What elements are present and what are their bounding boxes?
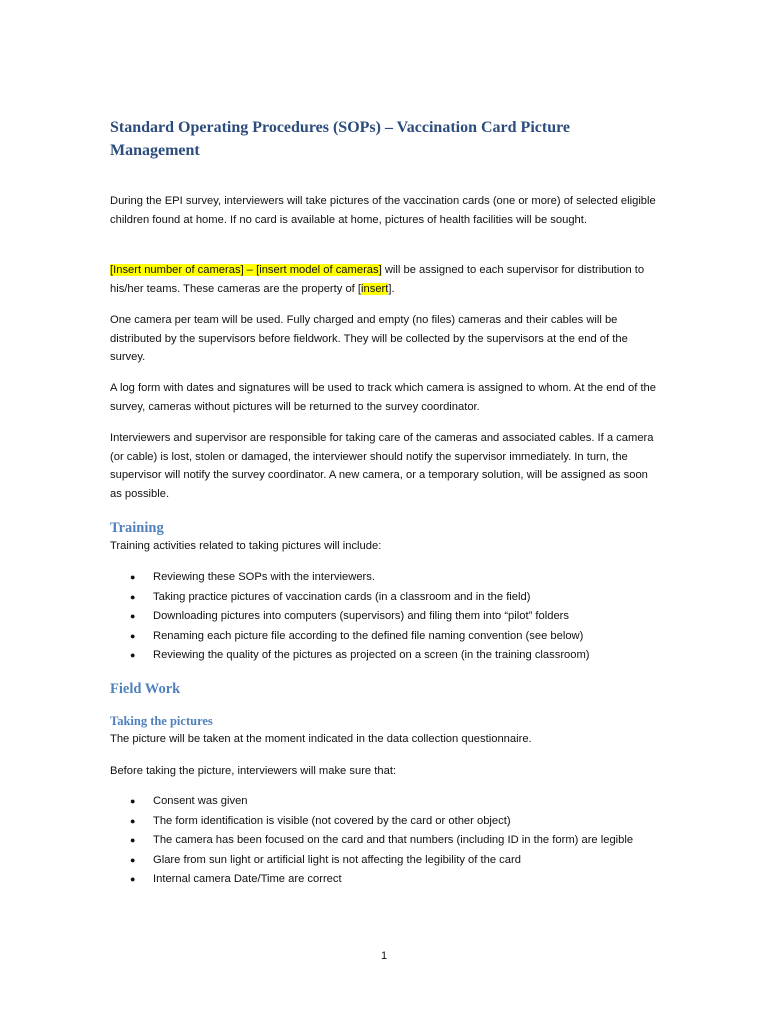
log-paragraph: A log form with dates and signatures will be used to track which camera is assigned to whom. At the end of the survey, cameras without pictures will be returned to the survey coordinator. <box>110 382 656 413</box>
list-item <box>110 870 650 890</box>
list-item-text: The form identification is visible (not covered by the card or other object) <box>153 814 511 827</box>
list-item <box>110 851 650 871</box>
list-item <box>110 812 650 832</box>
list-item <box>110 607 650 627</box>
list-item-text: Internal camera Date/Time are correct <box>153 873 342 885</box>
list-item-text: Consent was given <box>153 795 248 807</box>
training-list <box>110 568 650 666</box>
cameras-paragraph <box>110 261 662 298</box>
list-item-text: Glare from sun light or artificial light is not affecting the legibility of the card <box>153 853 521 866</box>
cameras-text-end: ]. <box>388 282 395 295</box>
list-item-text: Reviewing the quality of the pictures as projected on a screen (in the training classroom) <box>153 649 590 661</box>
bullet-icon: ● <box>130 854 136 865</box>
bullet-icon: ● <box>130 650 136 660</box>
list-item <box>110 646 650 666</box>
camera-count-placeholder: [Insert number of cameras] – [insert model of cameras] <box>110 264 382 276</box>
bullet-icon: ● <box>130 630 136 641</box>
fieldwork-before: Before taking the picture, interviewers will make sure that: <box>110 765 397 777</box>
page-number: 1 <box>380 950 388 962</box>
document-title: Standard Operating Procedures (SOPs) – Vaccination Card Picture Management <box>110 119 570 159</box>
fieldwork-checklist <box>110 792 650 890</box>
list-item <box>110 831 650 851</box>
list-item <box>110 588 650 608</box>
team-paragraph: One camera per team will be used. Fully charged and empty (no files) cameras and their cables will be distributed by the supervisors before fieldwork. They will be collected by the supervisors at the end of the survey. <box>110 314 628 364</box>
list-item-text: Renaming each picture file according to the defined file naming convention (see below) <box>153 629 584 642</box>
training-heading: Training <box>110 520 164 536</box>
bullet-icon: ● <box>130 815 136 826</box>
list-item-text: The camera has been focused on the card and that numbers (including ID in the form) are legible <box>153 834 634 846</box>
cameras-text: will be assigned to each supervisor for distribution to his/her teams. These cameras are the property of [ <box>110 264 645 295</box>
list-item <box>110 627 650 647</box>
owner-placeholder: insert <box>361 282 389 295</box>
bullet-icon: ● <box>130 835 136 845</box>
bullet-icon: ● <box>130 796 136 806</box>
care-paragraph: Interviewers and supervisor are responsible for taking care of the cameras and associated cables. If a camera (or cable) is lost, stolen or damaged, the interviewer should notify the supervisor immediately. In turn, the supervisor will notify the survey coordinator. A new camera, or a temporary solution, will be assigned as soon as possible. <box>110 432 654 500</box>
bullet-icon: ● <box>130 611 136 621</box>
fieldwork-heading: Field Work <box>110 681 181 697</box>
training-intro: Training activities related to taking pictures will include: <box>110 540 382 552</box>
bullet-icon: ● <box>130 874 136 884</box>
taking-pictures-subheading: Taking the pictures <box>110 714 213 728</box>
fieldwork-intro: The picture will be taken at the moment indicated in the data collection questionnaire. <box>110 733 532 745</box>
list-item <box>110 568 650 588</box>
list-item-text: Reviewing these SOPs with the interviewers. <box>153 571 375 583</box>
intro-paragraph: During the EPI survey, interviewers will take pictures of the vaccination cards (one or more) of selected eligible children found at home. If no card is available at home, pictures of health facilities will be sought. <box>110 195 656 226</box>
list-item-text: Downloading pictures into computers (supervisors) and filing them into “pilot” folders <box>153 610 569 622</box>
list-item-text: Taking practice pictures of vaccination cards (in a classroom and in the field) <box>153 590 531 603</box>
list-item <box>110 792 650 812</box>
bullet-icon: ● <box>130 591 136 602</box>
bullet-icon: ● <box>130 572 136 582</box>
